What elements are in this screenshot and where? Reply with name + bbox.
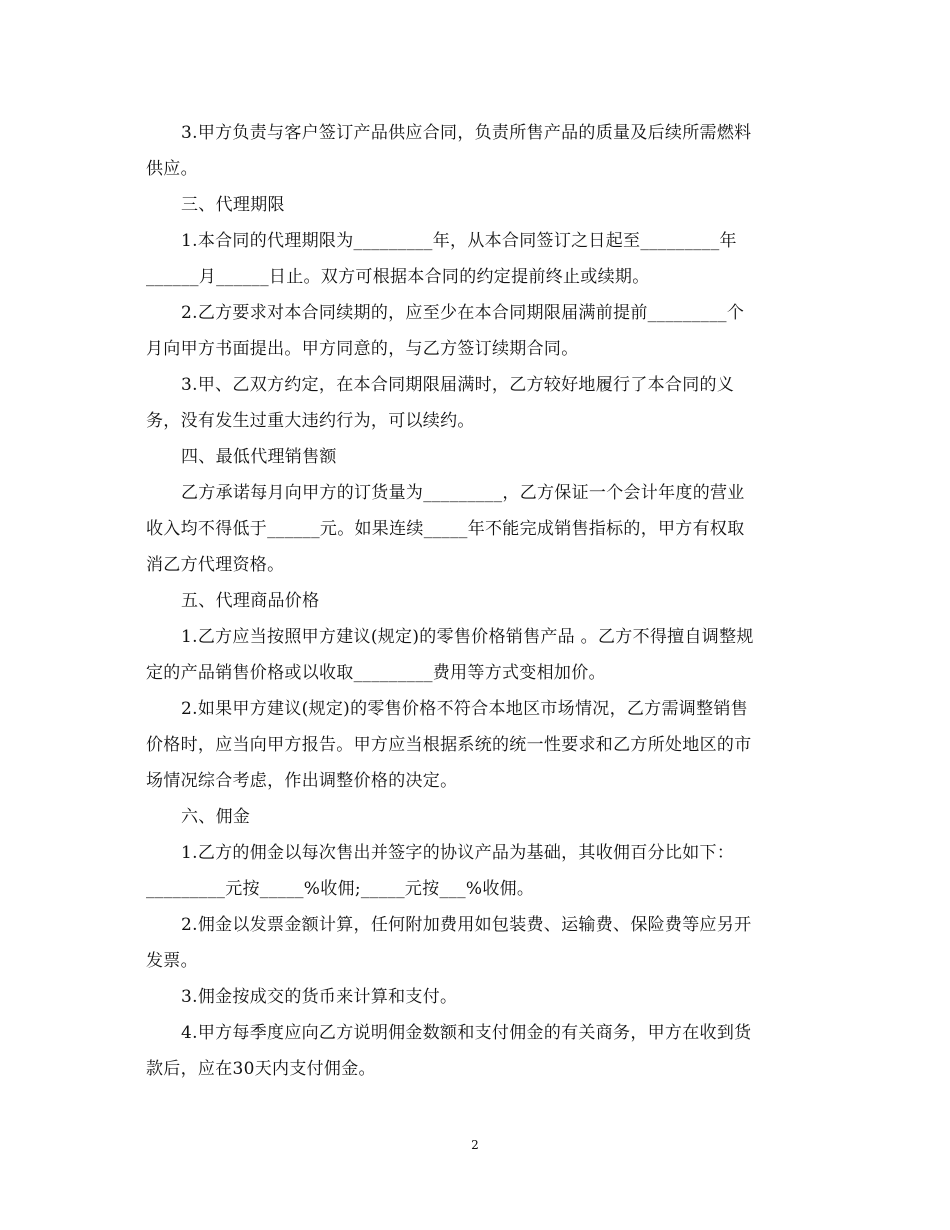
text-line: 发票。 (146, 951, 198, 971)
text-line: 3.佣金按成交的货币来计算和支付。 (181, 987, 458, 1007)
text-line: 1.乙方的佣金以每次售出并签字的协议产品为基础，其收佣百分比如下： (181, 843, 735, 863)
text-line: 月向甲方书面提出。甲方同意的，与乙方签订续期合同。 (146, 339, 579, 359)
section-heading: 五、代理商品价格 (181, 591, 320, 611)
text-line: 收入均不得低于______元。如果连续_____年不能完成销售指标的，甲方有权取 (146, 519, 745, 539)
section-heading: 四、最低代理销售额 (181, 447, 337, 467)
text-line: 消乙方代理资格。 (146, 555, 285, 575)
text-line: 2.乙方要求对本合同续期的，应至少在本合同期限届满前提前_________个 (181, 303, 745, 323)
text-line: ______月______日止。双方可根据本合同的约定提前终止或续期。 (146, 267, 650, 287)
text-line: 务，没有发生过重大违约行为，可以续约。 (146, 411, 475, 431)
text-line: 2.佣金以发票金额计算，任何附加费用如包装费、运输费、保险费等应另开 (181, 915, 752, 935)
text-line: 3.甲、乙双方约定，在本合同期限届满时，乙方较好地履行了本合同的义 (181, 375, 735, 395)
text-line: 4.甲方每季度应向乙方说明佣金数额和支付佣金的有关商务，甲方在收到货 (181, 1023, 752, 1043)
text-line: 场情况综合考虑，作出调整价格的决定。 (146, 771, 458, 791)
text-line: 定的产品销售价格或以收取_________费用等方式变相加价。 (146, 663, 606, 683)
text-line: 1.乙方应当按照甲方建议(规定)的零售价格销售产品 。乙方不得擅自调整规 (181, 627, 754, 647)
text-line: _________元按_____%收佣;_____元按___%收佣。 (146, 879, 535, 899)
page-number: 2 (471, 1138, 479, 1152)
text-line: 3.甲方负责与客户签订产品供应合同，负责所售产品的质量及后续所需燃料 (181, 123, 752, 143)
text-line: 价格时，应当向甲方报告。甲方应当根据系统的统一性要求和乙方所处地区的市 (146, 735, 752, 755)
text-line: 供应。 (146, 159, 198, 179)
section-heading: 六、佣金 (181, 807, 251, 827)
text-line: 1.本合同的代理期限为_________年，从本合同签订之日起至_________年 (181, 231, 737, 251)
section-heading: 三、代理期限 (181, 195, 285, 215)
text-line: 乙方承诺每月向甲方的订货量为_________，乙方保证一个会计年度的营业 (181, 483, 745, 503)
text-line: 2.如果甲方建议(规定)的零售价格不符合本地区市场情况，乙方需调整销售 (181, 699, 748, 719)
text-line: 款后，应在30天内支付佣金。 (146, 1059, 376, 1079)
